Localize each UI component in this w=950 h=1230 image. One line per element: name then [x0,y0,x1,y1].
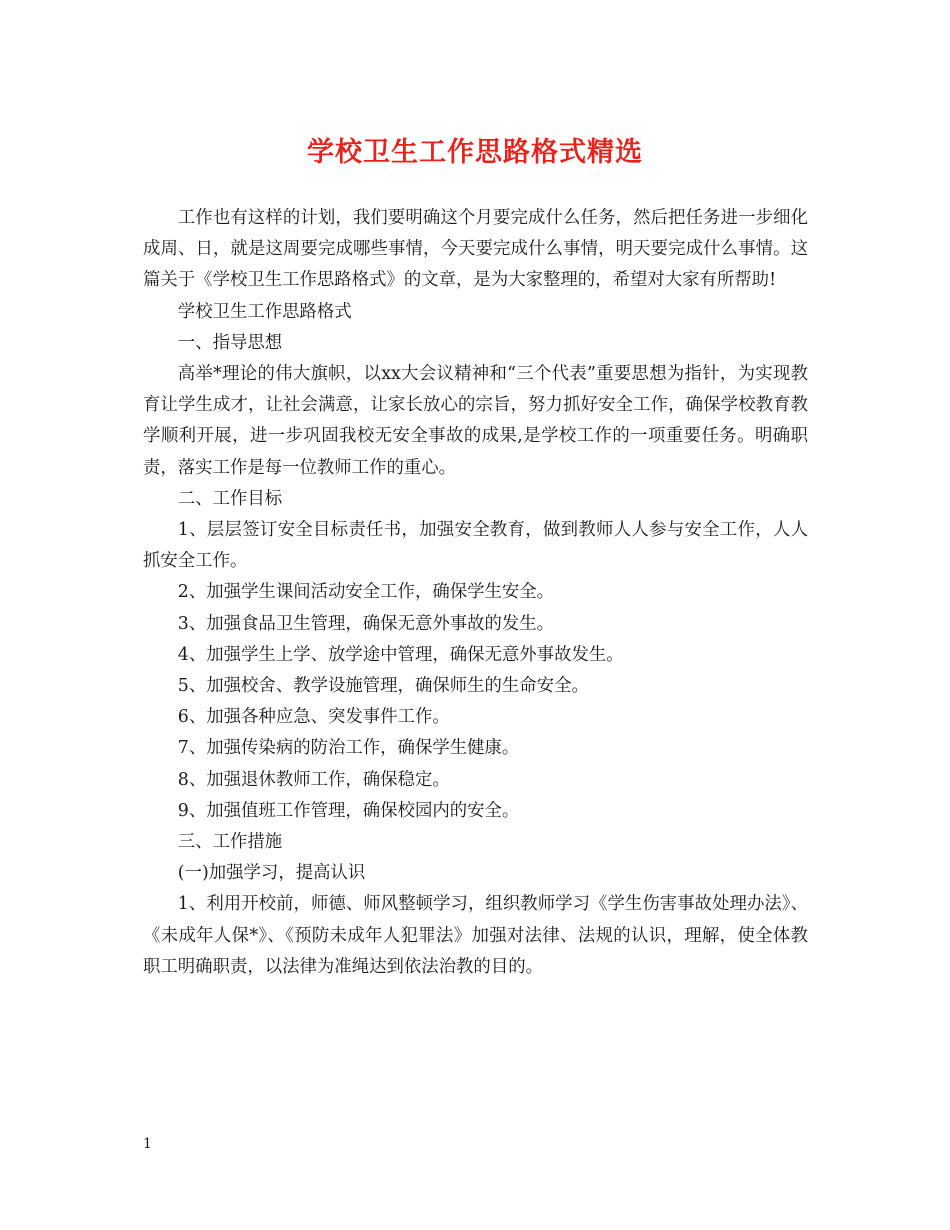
goal-item-7: 7、加强传染病的防治工作，确保学生健康。 [177,738,520,759]
goal-item-3: 3、加强食品卫生管理，确保无意外事故的发生。 [177,613,555,634]
goal-item-8: 8、加强退休教师工作，确保稳定。 [177,769,450,790]
section-heading-3: 三、工作措施 [177,832,283,853]
measure-item-1: 1、利用开校前，师德、师风整顿学习，组织教师学习《学生伤害事故处理办法》、《未成年人保*》、《预防未成年人犯罪法》加强对法律、法规的认识，理解，使全体教职工明确职责，以法律为准绳达到依法治教的目的。 [143,894,808,977]
subtitle-paragraph: 学校卫生工作思路格式 [177,301,352,322]
goal-item-6: 6、加强各种应急、突发事件工作。 [177,707,450,728]
document-body [143,203,808,983]
goal-item-4: 4、加强学生上学、放学途中管理，确保无意外事故发生。 [177,644,624,665]
section-heading-1: 一、指导思想 [177,332,283,353]
document-title: 学校卫生工作思路格式精选 [307,137,643,168]
page-number: 1 [143,1136,152,1152]
goal-item-5: 5、加强校舍、教学设施管理，确保师生的生命安全。 [177,676,589,697]
goal-item-9: 9、加强值班工作管理，确保校园内的安全。 [177,800,520,821]
section-heading-2: 二、工作目标 [177,488,283,509]
subsection-heading: (一)加强学习，提高认识 [177,863,366,884]
goal-item-2: 2、加强学生课间活动安全工作，确保学生安全。 [177,582,555,603]
guiding-thought-paragraph: 高举*理论的伟大旗帜，以xx大会议精神和“三个代表”重要思想为指针，为实现教育让学生成才，让社会满意，让家长放心的宗旨，努力抓好安全工作，确保学校教育教学顺利开展，进一步巩固我校无安全事故的成果,是学校工作的一项重要任务。明确职责，落实工作是每一位教师工作的重心。 [143,364,808,478]
goal-item-1: 1、层层签订安全目标责任书，加强安全教育，做到教师人人参与安全工作，人人抓安全工作。 [143,520,808,572]
intro-paragraph: 工作也有这样的计划，我们要明确这个月要完成什么任务，然后把任务进一步细化成周、日，就是这周要完成哪些事情，今天要完成什么事情，明天要完成什么事情。这篇关于《学校卫生工作思路格式》的文章，是为大家整理的，希望对大家有所帮助! [143,208,808,291]
